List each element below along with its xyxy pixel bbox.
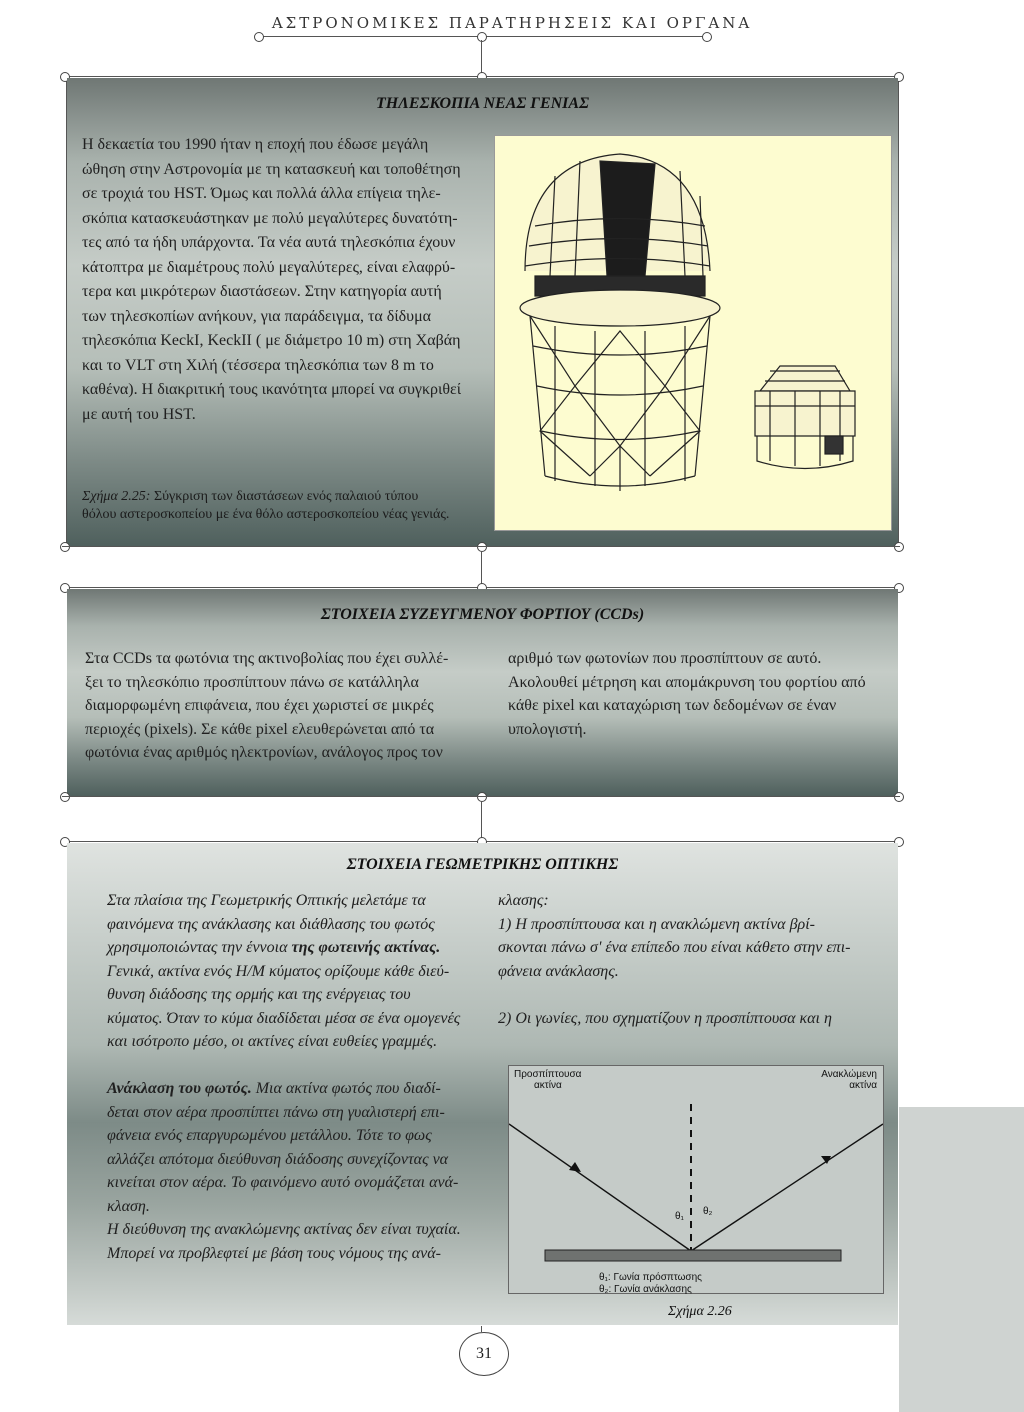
- text-line: 2) Οι γωνίες, που σχηματίζουν η προσπίπτουσα και η: [498, 1009, 832, 1027]
- text-line: ώθηση στην Αστρονομία με τη κατασκευή και τοποθέτηση: [82, 160, 461, 178]
- bold-term: της φωτεινής ακτίνας.: [291, 939, 441, 956]
- angle-legend-1: θ₁: Γωνία πρόσπτωσης: [599, 1272, 702, 1283]
- frame-bottom-2: [62, 796, 900, 797]
- label-line: Προσπίπτουσα: [514, 1069, 582, 1080]
- figure-caption: [82, 488, 502, 524]
- text-line: αριθμό των φωτονίων που προσπίπτουν σε αυτό.: [508, 650, 822, 667]
- section-title: ΣΤΟΙΧΕΙΑ ΣΥΖΕΥΓΜΕΝΟΥ ΦΟΡΤΙΟΥ (CCDs): [320, 606, 645, 623]
- text-line: κλασης:: [498, 892, 549, 909]
- observatory-drawing: [495, 136, 891, 530]
- text-line: τερα και μικρότερων διαστάσεων. Στην κατηγορία αυτή: [82, 283, 442, 300]
- section-body: [82, 133, 492, 427]
- incident-label: [514, 1069, 581, 1091]
- frame-node: [60, 542, 70, 552]
- text-line: Η διεύθυνση της ανακλώμενης ακτίνας δεν είναι τυχαία.: [107, 1221, 461, 1238]
- text-line: δεται στον αέρα προσπίπτει πάνω στη γυαλιστερή επι-: [107, 1103, 445, 1121]
- text-line: Ακολουθεί μέτρηση και απομάκρυνση του φορτίου από: [508, 673, 866, 691]
- text-line: σε τροχιά του HST. Όμως και πολλά άλλα επίγεια τηλε-: [82, 185, 441, 202]
- running-header: ΑΣΤΡΟΝΟΜΙΚΕΣ ΠΑΡΑΤΗΡΗΣΕΙΣ ΚΑΙ ΟΡΓΑΝΑ: [271, 14, 753, 32]
- theta2-label: θ₂: [703, 1206, 713, 1217]
- text-line: χρησιμοποιώντας την έννοια: [107, 939, 288, 956]
- text-line: διαμορφωμένη επιφάνεια, που έχει χωριστεί σε μικρές: [85, 697, 434, 714]
- caption-text: θόλου αστεροσκοπείου με ένα θόλο αστεροσκοπείου νέας γενιάς.: [82, 507, 450, 522]
- text-line: κύματος. Όταν το κύμα διαδίδεται μέσα σε ένα ομογενές: [107, 1009, 461, 1027]
- optics-text-left: [107, 889, 479, 1265]
- incident-ray: [509, 1124, 691, 1251]
- figure-reflection: [508, 1065, 884, 1294]
- ccd-text-right: [508, 647, 886, 741]
- text-line: φάνεια ενός επαργυρωμένου μετάλλου. Τότε το φως: [107, 1127, 432, 1144]
- text-line: Μια ακτίνα φωτός που διαδί-: [251, 1080, 441, 1097]
- frame-node: [60, 792, 70, 802]
- text-line: κλαση.: [107, 1197, 150, 1215]
- text-line: τες από τα ήδη υπάρχοντα. Τα νέα αυτά τηλεσκόπια έχουν: [82, 234, 456, 251]
- text-line: φωτόνια ένας αριθμός ηλεκτρονίων, ανάλογος προς τον: [85, 744, 443, 761]
- reflected-label: [821, 1069, 877, 1091]
- text-line: φάνεια ανάκλασης.: [498, 962, 619, 980]
- text-line: 1) Η προσπίπτουσα και η ανακλώμενη ακτίνα βρί-: [498, 915, 815, 933]
- label-line: ακτίνα: [849, 1080, 877, 1091]
- frame-node: [477, 792, 487, 802]
- section-title: ΣΤΟΙΧΕΙΑ ΓΕΩΜΕΤΡΙΚΗΣ ΟΠΤΙΚΗΣ: [346, 856, 619, 873]
- bold-term: Ανάκλαση του φωτός.: [107, 1080, 252, 1097]
- frame-bottom-1: [62, 546, 900, 547]
- small-dome: [760, 366, 850, 391]
- side-gray-block: [899, 1107, 1024, 1412]
- connector-1: [481, 40, 482, 76]
- text-line: φαινόμενα της ανάκλασης και διάθλασης του φωτός: [107, 915, 435, 933]
- text-line: με αυτή του HST.: [82, 405, 196, 423]
- text-line: σκονται πάνω σ' ένα επίπεδο που είναι κάθετο στην επι-: [498, 939, 851, 956]
- ccd-text-left: [85, 647, 470, 765]
- text-line: των τηλεσκοπίων ανήκουν, για παράδειγμα, τα δίδυμα: [82, 307, 432, 325]
- text-line: Μπορεί να προβλεφτεί με βάση τους νόμους της ανά-: [107, 1244, 441, 1262]
- text-line: Στα CCDs τα φωτόνια της ακτινοβολίας που έχει συλλέ-: [85, 650, 449, 667]
- section-title: ΤΗΛΕΣΚΟΠΙΑ ΝΕΑΣ ΓΕΝΙΑΣ: [376, 95, 589, 112]
- theta1-label: θ₁: [675, 1211, 684, 1222]
- text-line: τηλεσκόπια KeckI, KeckII ( με διάμετρο 10 m) στη Χαβάη: [82, 332, 461, 349]
- page-number: 31: [459, 1332, 509, 1376]
- optics-text-right: [498, 889, 886, 1030]
- header-node-center: [477, 32, 487, 42]
- text-line: καθένα). Η διακριτική τους ικανότητα μπορεί να συγκριθεί: [82, 381, 462, 398]
- frame-right-1: [898, 76, 899, 546]
- text-line: κάθε pixel και καταχώριση των δεδομένων σε έναν: [508, 697, 837, 714]
- reflected-ray: [691, 1124, 883, 1251]
- text-line: σκόπια κατασκευάστηκαν με πολύ μεγαλύτερες δυνατότη-: [82, 209, 458, 227]
- frame-node: [894, 542, 904, 552]
- caption-text: Σύγκριση των διαστάσεων ενός παλαιού τύπου: [150, 489, 419, 504]
- text-line: Γενικά, ακτίνα ενός Η/Μ κύματος ορίζουμε κάθε διεύ-: [107, 962, 450, 980]
- text-line: και το VLT στη Χιλή (τέσσερα τηλεσκόπια των 8 m το: [82, 356, 434, 374]
- small-door: [825, 436, 843, 454]
- text-line: περιοχές (pixels). Σε κάθε pixel ελευθερώνεται από τα: [85, 720, 435, 738]
- frame-node: [894, 792, 904, 802]
- angle-legend-2: θ₂: Γωνία ανάκλασης: [599, 1284, 692, 1295]
- caption-label: Σχήμα 2.25:: [82, 489, 151, 504]
- figure-caption: Σχήμα 2.26: [668, 1304, 732, 1319]
- text-line: θυνση διάδοσης της ορμής και της ενέργειας του: [107, 986, 411, 1003]
- dome-base-ring: [520, 290, 720, 326]
- reflection-diagram: [509, 1066, 883, 1293]
- text-line: κινείται στον αέρα. Το φαινόμενο αυτό ονομάζεται ανά-: [107, 1174, 459, 1191]
- text-line: Η δεκαετία του 1990 ήταν η εποχή που έδωσε μεγάλη: [82, 136, 429, 153]
- text-line: υπολογιστή.: [508, 720, 587, 738]
- panel-ccds: [67, 589, 898, 796]
- text-line: αλλάζει απότομα διεύθυνση διάδοσης συνεχίζοντας να: [107, 1150, 449, 1168]
- text-line: ξει το τηλεσκόπιο προσπίπτουν πάνω σε κατάλληλα: [85, 673, 419, 691]
- header-node-right: [702, 32, 712, 42]
- label-line: ακτίνα: [534, 1080, 562, 1091]
- label-line: Ανακλώμενη: [821, 1069, 877, 1080]
- mirror-surface: [545, 1250, 841, 1261]
- text-line: κάτοπτρα με διαμέτρους πολύ μεγαλύτερες, είναι ελαφρύ-: [82, 258, 456, 276]
- connector-3: [481, 801, 482, 839]
- header-node-left: [254, 32, 264, 42]
- text-line: Στα πλαίσια της Γεωμετρικής Οπτικής μελετάμε τα: [107, 892, 426, 909]
- text-line: και ισότροπο μέσο, οι ακτίνες είναι ευθείες γραμμές.: [107, 1033, 438, 1050]
- figure-observatory: [494, 135, 892, 531]
- frame-node: [477, 542, 487, 552]
- connector-2: [481, 551, 482, 585]
